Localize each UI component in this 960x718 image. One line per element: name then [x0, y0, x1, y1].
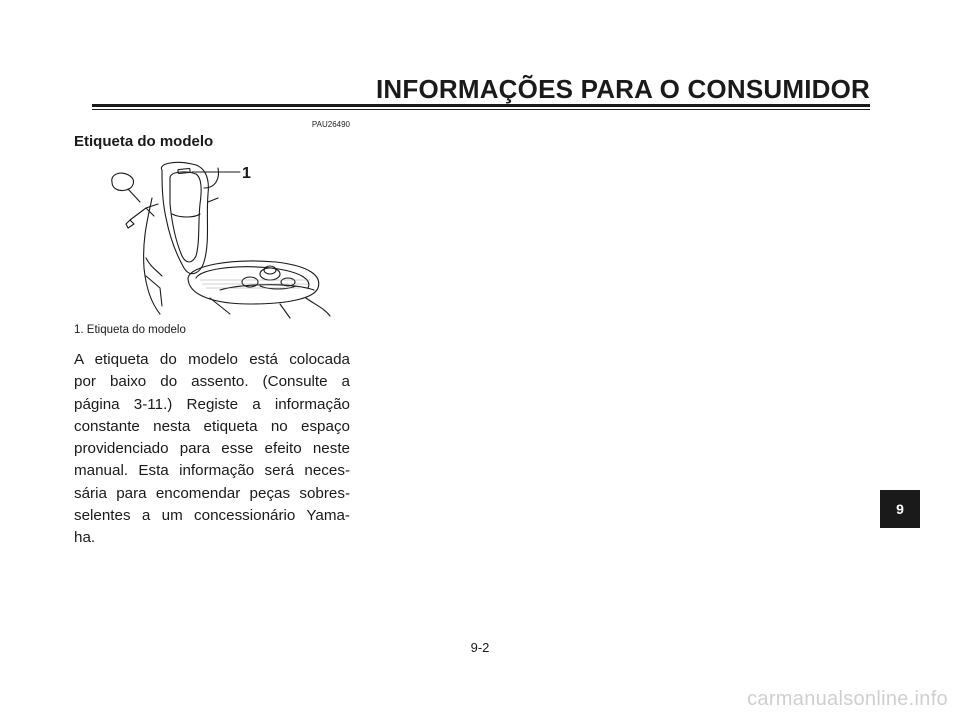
section-code: PAU26490	[311, 120, 350, 129]
page-header-title: INFORMAÇÕES PARA O CONSUMIDOR	[375, 74, 870, 104]
figure-caption: 1. Etiqueta do modelo	[74, 324, 186, 336]
body-line: por baixo do assento. (Consulte a	[74, 373, 350, 391]
body-line: providenciado para esse efeito neste	[74, 440, 350, 458]
section-heading: Etiqueta do modelo	[74, 133, 214, 150]
watermark: carmanualsonline.info	[747, 688, 948, 710]
scooter-seat-illustration	[100, 158, 340, 320]
body-line: manual. Esta informação será neces-	[74, 462, 350, 480]
body-paragraph	[74, 349, 350, 550]
body-line: selentes a um concessionário Yama-	[74, 507, 350, 525]
header-rule-thin	[92, 109, 870, 110]
body-line: A etiqueta do modelo está colocada	[74, 351, 350, 368]
body-line: sária para encomendar peças sobres-	[74, 484, 350, 502]
body-line: constante nesta etiqueta no espaço	[74, 417, 350, 435]
body-line: ha.	[74, 529, 96, 547]
chapter-tab: 9	[880, 490, 920, 528]
callout-number: 1	[242, 165, 251, 182]
body-line: página 3-11.) Registe a informação	[74, 395, 350, 413]
page-number: 9-2	[470, 640, 490, 655]
header-rule-thick	[92, 104, 870, 107]
